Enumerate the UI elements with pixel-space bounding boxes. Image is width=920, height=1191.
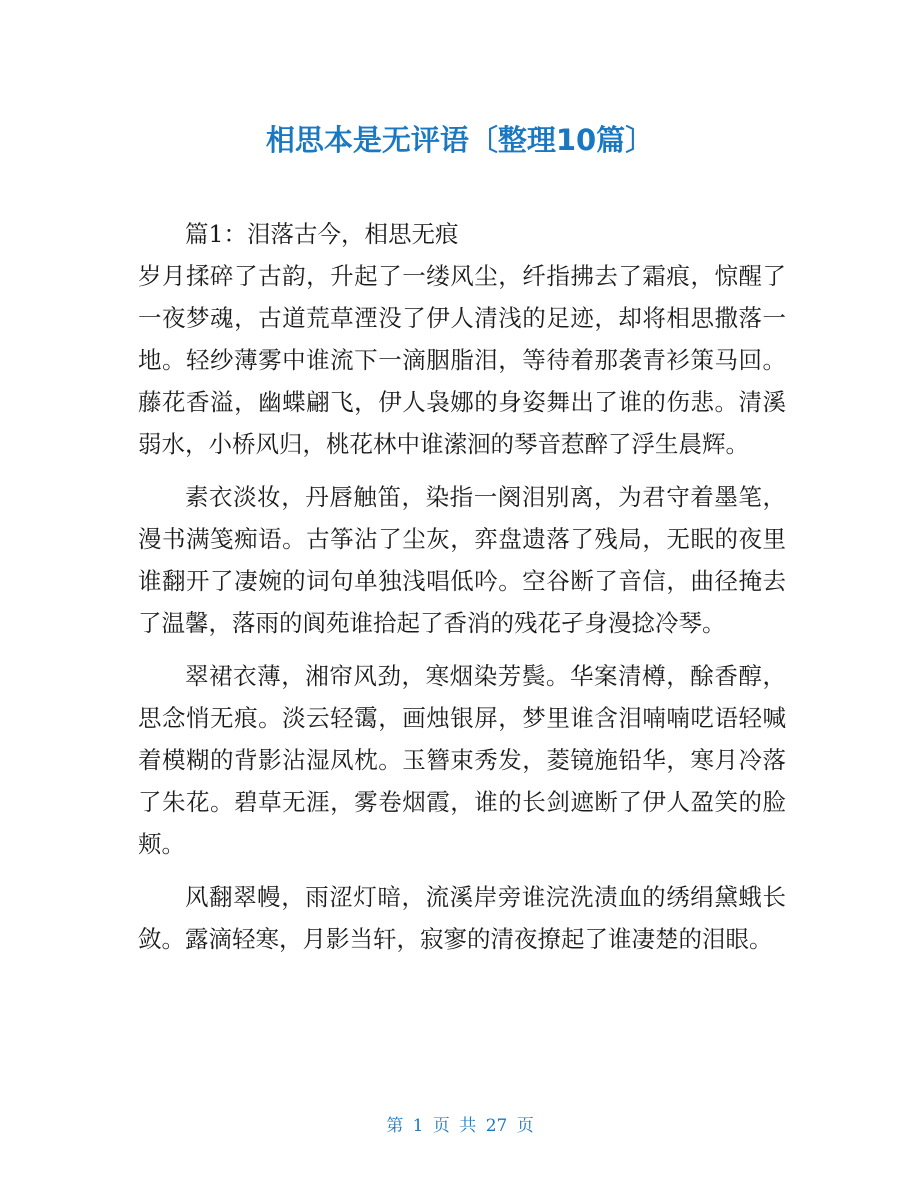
paragraph-3: 翠裙衣薄，湘帘风劲，寒烟染芳鬓。华案清樽，酴香醇，思念悄无痕。淡云轻霭，画烛银屏，梦里谁含泪喃喃呓语轻喊着模糊的背影沾湿凤枕。玉簪束秀发，菱镜施铅华，寒月冷落了朱花。碧草无涯，雾卷烟霞，谁的长剑遮断了伊人盈笑的脸颊。 xyxy=(138,662,786,858)
paragraph-1: 岁月揉碎了古韵，升起了一缕风尘，纤指拂去了霜痕，惊醒了一夜梦魂，古道荒草湮没了伊人清浅的足迹，却将相思撒落一地。轻纱薄雾中谁流下一滴胭脂泪，等待着那袭青衫策马回。藤花香溢，幽蝶翩飞，伊人袅娜的身姿舞出了谁的伤悲。清溪弱水，小桥风归，桃花林中谁潆洄的琴音惹醉了浮生晨辉。 xyxy=(138,262,786,458)
page-number-footer: 第 1 页 共 27 页 xyxy=(386,1116,534,1136)
document-body xyxy=(138,213,786,960)
paragraph-2: 素衣淡妆，丹唇触笛，染指一阕泪别离，为君守着墨笔，漫书满笺痴语。古筝沾了尘灰，弈盘遗落了残局，无眠的夜里谁翻开了凄婉的词句单独浅唱低吟。空谷断了音信，曲径掩去了温馨，落雨的阆苑谁拾起了香消的残花孑身漫捻冷琴。 xyxy=(138,483,786,637)
section-heading: 篇1：泪落古今，相思无痕 xyxy=(185,220,459,248)
document-title: 相思本是无评语〔整理10篇〕 xyxy=(265,123,655,157)
paragraph-4: 风翻翠幔，雨涩灯暗，流溪岸旁谁浣洗渍血的绣绢黛蛾长敛。露滴轻寒，月影当轩，寂寥的清夜撩起了谁凄楚的泪眼。 xyxy=(138,883,786,953)
